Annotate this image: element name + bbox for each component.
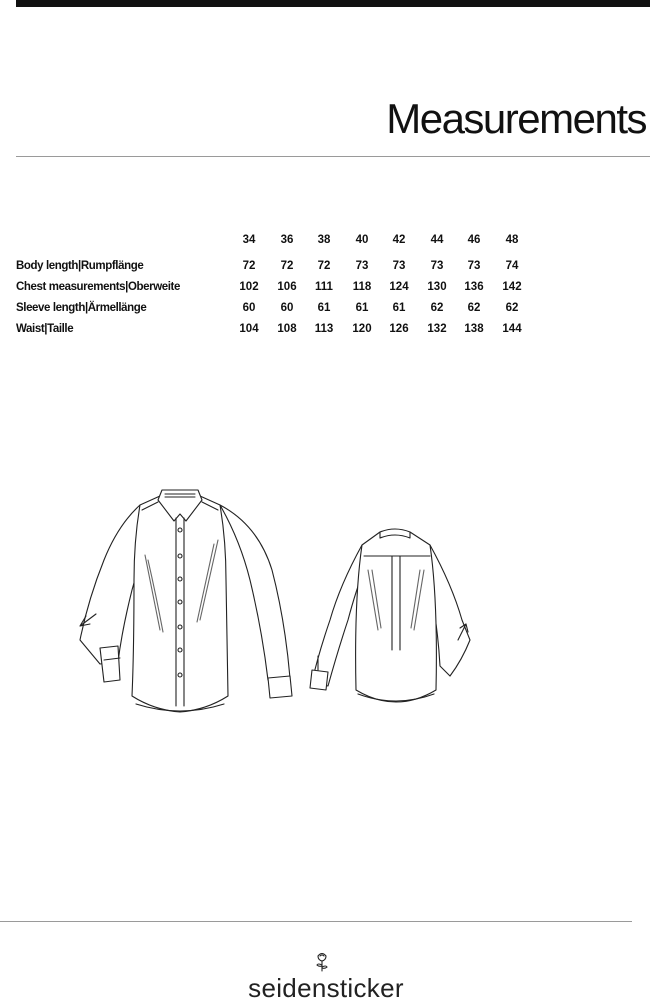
table-cell: 106: [277, 281, 297, 293]
table-cell: 102: [239, 281, 259, 293]
table-cell: 104: [239, 323, 259, 335]
table-cell: 130: [427, 281, 447, 293]
divider-top: [16, 156, 650, 157]
top-bar: [16, 0, 650, 7]
row-label: Waist|Taille: [16, 323, 74, 335]
table-cell: 62: [505, 302, 519, 314]
table-cell: 138: [464, 323, 484, 335]
shirt-front-drawing: [80, 490, 292, 712]
brand-wordmark: seidensticker: [248, 973, 404, 1003]
shirt-illustration: [72, 488, 482, 720]
table-row-sleeve-length: [0, 302, 560, 320]
page-title: Measurements: [386, 95, 646, 142]
size-header-row: [0, 234, 560, 252]
rose-icon: [313, 950, 331, 972]
table-row-waist: [0, 323, 560, 341]
size-40: 40: [355, 234, 369, 246]
table-cell: 73: [392, 260, 406, 272]
table-cell: 136: [464, 281, 484, 293]
table-cell: 120: [352, 323, 372, 335]
table-cell: 126: [389, 323, 409, 335]
row-label: Body length|Rumpflänge: [16, 260, 144, 272]
table-cell: 62: [430, 302, 444, 314]
table-cell: 61: [355, 302, 369, 314]
size-36: 36: [280, 234, 294, 246]
size-48: 48: [505, 234, 519, 246]
size-46: 46: [467, 234, 481, 246]
table-cell: 72: [317, 260, 331, 272]
table-cell: 73: [355, 260, 369, 272]
table-cell: 62: [467, 302, 481, 314]
table-cell: 72: [280, 260, 294, 272]
table-cell: 73: [430, 260, 444, 272]
size-44: 44: [430, 234, 444, 246]
table-cell: 132: [427, 323, 447, 335]
table-row-body-length: [0, 260, 560, 278]
table-cell: 118: [352, 281, 372, 293]
table-cell: 60: [242, 302, 256, 314]
size-34: 34: [242, 234, 256, 246]
row-label: Sleeve length|Ärmellänge: [16, 302, 147, 314]
table-row-chest: [0, 281, 560, 299]
table-cell: 108: [277, 323, 297, 335]
row-label: Chest measurements|Oberweite: [16, 281, 180, 293]
table-cell: 74: [505, 260, 519, 272]
table-cell: 144: [502, 323, 522, 335]
table-cell: 72: [242, 260, 256, 272]
table-cell: 73: [467, 260, 481, 272]
table-cell: 124: [389, 281, 409, 293]
table-cell: 111: [315, 281, 333, 293]
table-cell: 61: [392, 302, 406, 314]
size-42: 42: [392, 234, 406, 246]
table-cell: 61: [317, 302, 331, 314]
table-cell: 113: [314, 323, 334, 335]
divider-bottom: [0, 921, 632, 922]
table-cell: 142: [502, 281, 522, 293]
table-cell: 60: [280, 302, 294, 314]
size-38: 38: [317, 234, 331, 246]
shirt-back-drawing: [310, 529, 470, 702]
